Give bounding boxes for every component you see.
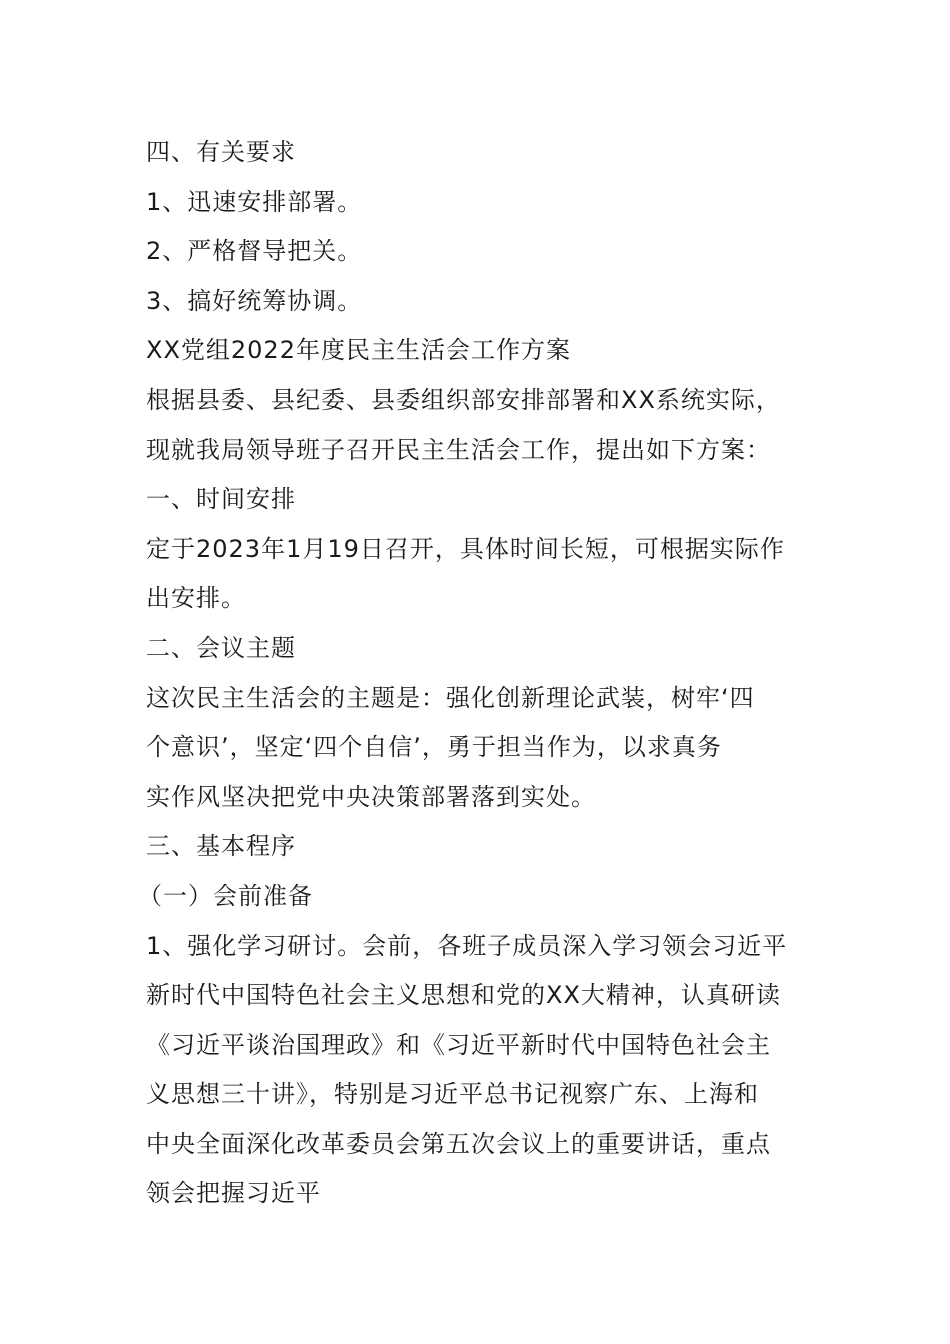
paragraph-line: 出安排。 [146, 584, 246, 613]
paragraph-line: 《习近平谈治国理政》和《习近平新时代中国特色社会主 [146, 1030, 771, 1059]
paragraph-line: 这次民主生活会的主题是：强化创新理论武装，树牢‘四 [146, 683, 755, 712]
section-heading-theme: 二、会议主题 [146, 633, 296, 662]
document-body [138, 128, 806, 1219]
paragraph-line: 实作风坚决把党中央决策部署落到实处。 [146, 782, 596, 811]
section-heading-requirements: 四、有关要求 [146, 138, 296, 166]
subsection-heading-preparation: （一）会前准备 [138, 881, 313, 910]
paragraph-line: 现就我局领导班子召开民主生活会工作，提出如下方案： [146, 435, 771, 464]
list-item: 2、严格督导把关。 [146, 237, 363, 266]
paragraph-line: 中央全面深化改革委员会第五次会议上的重要讲话，重点 [146, 1129, 771, 1158]
paragraph-line: 新时代中国特色社会主义思想和党的XX大精神，认真研读 [146, 981, 781, 1010]
section-heading-schedule: 一、时间安排 [146, 485, 296, 514]
section-heading-procedure: 三、基本程序 [146, 832, 296, 861]
paragraph-line: 根据县委、县纪委、县委组织部安排部署和XX系统实际， [146, 385, 781, 414]
paragraph-line: 领会把握习近平 [146, 1179, 321, 1208]
paragraph-line: 义思想三十讲》，特别是习近平总书记视察广东、上海和 [146, 1080, 759, 1109]
paragraph-line: 1、强化学习研讨。会前，各班子成员深入学习领会习近平 [146, 931, 788, 960]
list-item: 1、迅速安排部署。 [146, 187, 363, 216]
list-item: 3、搞好统筹协调。 [146, 286, 363, 315]
document-title: XX党组2022年度民主生活会工作方案 [146, 336, 571, 365]
paragraph-line: 个意识’，坚定‘四个自信’，勇于担当作为，以求真务 [146, 733, 722, 762]
paragraph-line: 定于2023年1月19日召开，具体时间长短，可根据实际作 [146, 534, 785, 563]
